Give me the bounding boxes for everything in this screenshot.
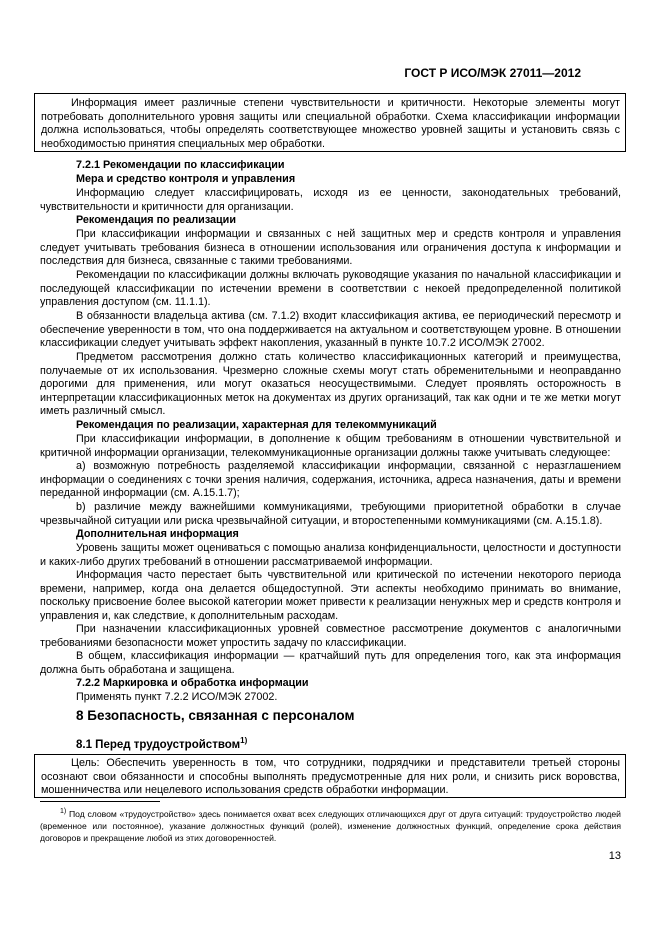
footnote-separator [40,801,160,802]
telecom-heading: Рекомендация по реализации, характерная для телекоммуникаций [76,419,437,431]
extra-paragraph-2: Информация часто перестает быть чувствительной или критической по истечении некоторого периода времени, например, когда она делается общедоступной. Эти аспекты необходимо принимать во внимание, поскольку присвоение более высокой категории может привести к реализации ненужных мер и средств контроля и управления и, как следствие, к дополнительным расходам. [40,569,621,622]
extra-paragraph-3: При назначении классификационных уровней совместное рассмотрение документов с аналогичными требованиями безопасности может упростить задачу по классификации. [40,623,621,649]
footnote-text: Под словом «трудоустройство» здесь понимается охват всех следующих отличающихся друг от друга ситуаций: трудоустройство людей (временное или постоянное), указание должностных функций (ролей), изменение должностных функций, определение срока действия договоров и прекращение любой из этих договоренностей. [40,808,621,843]
intro-box [34,93,626,152]
extra-paragraph-1: Уровень защиты может оцениваться с помощью анализа конфиденциальности, целостности и доступности и каких-либо других требований в отношении рассматриваемой информации. [40,542,621,568]
telecom-item-a: a) возможную потребность разделяемой классификации информации, связанной с неразглашением информации о соединениях с точки зрения наличия, содержания, источника, адреса назначения, даты и времени переданной информации (см. А.15.1.7); [40,460,621,499]
telecom-item-b: b) различие между важнейшими коммуникациями, требующими приоритетной обработки в случае чрезвычайной ситуации или риска чрезвычайной ситуации, и второстепенными коммуникациями (см. А.15.1.8). [40,501,621,527]
impl-paragraph-1: При классификации информации и связанных с ней защитных мер и средств контроля и управления следует учитывать требования бизнеса в отношении использования или ограничения доступа к информации и последствия для бизнеса, связанные с такими требованиями. [40,228,621,267]
footnote-mark: 1) [60,808,67,815]
section-81-heading [76,736,247,751]
intro-text: Информация имеет различные степени чувствительности и критичности. Некоторые элементы могут потребовать дополнительного уровня защиты или специальной обработки. Схема классификации информации должна использоваться, чтобы определять соответствующее множество уровней защиты и установить связь с необходимостью принятия специальных мер обработки. [41,97,620,150]
impl-paragraph-4: Предметом рассмотрения должно стать количество классификационных категорий и преимущества, получаемые от их использования. Чрезмерно сложные схемы могут стать обременительными и неоправданно дорогими для применения, или могут оказаться неосуществимыми. Следует проявлять осторожность в интерпретации классификационных меток на документах из других организаций, так как одни и те же метки могут иметь различный смысл. [40,351,621,417]
measure-text: Информацию следует классифицировать, исходя из ее ценности, законодательных требований, чувствительности и критичности для организации. [40,187,621,213]
section-722-text: Применять пункт 7.2.2 ИСО/МЭК 27002. [76,691,278,703]
telecom-paragraph: При классификации информации, в дополнение к общим требованиям в отношении чувствительной и критичной информации организации, телекоммуникационные организации должны также учитывать следующее: [40,433,621,459]
goal-box [34,754,626,798]
document-header: ГОСТ Р ИСО/МЭК 27011—2012 [404,66,581,80]
footnote-ref: 1) [240,736,248,745]
extra-paragraph-4: В общем, классификация информации — кратчайший путь для определения того, как эта информация должна быть обработана и защищена. [40,650,621,676]
footnote [40,806,621,844]
section-81-title: 8.1 Перед трудоустройством [76,738,241,751]
impl-heading: Рекомендация по реализации [76,214,236,226]
goal-text: Цель: Обеспечить уверенность в том, что сотрудники, подрядчики и представители третьей стороны осознают свои обязанности и способны выполнять предусмотренные для них роли, и снизить риск воровства, мошенничества или нецелевого использования средств обработки информации. [41,757,620,796]
section-8-heading: 8 Безопасность, связанная с персоналом [76,708,355,723]
page-number: 13 [608,850,621,862]
measure-heading: Мера и средство контроля и управления [76,173,296,185]
section-722-heading: 7.2.2 Маркировка и обработка информации [76,677,309,689]
impl-paragraph-2: Рекомендации по классификации должны включать руководящие указания по начальной классификации и последующей классификации по истечении времени в соответствии с некоей предопределенной политикой управления доступом (см. 11.1.1). [40,269,621,308]
section-721-heading: 7.2.1 Рекомендации по классификации [76,159,285,171]
extra-heading: Дополнительная информация [76,528,239,540]
impl-paragraph-3: В обязанности владельца актива (см. 7.1.2) входит классификация актива, ее периодический пересмотр и обеспечение уверенности в том, что она поддерживается на актуальном и соответствующем уровне. В отношении классификации следует учитывать эффект накопления, указанный в пункте 10.7.2 ИСО/МЭК 27002. [40,310,621,349]
